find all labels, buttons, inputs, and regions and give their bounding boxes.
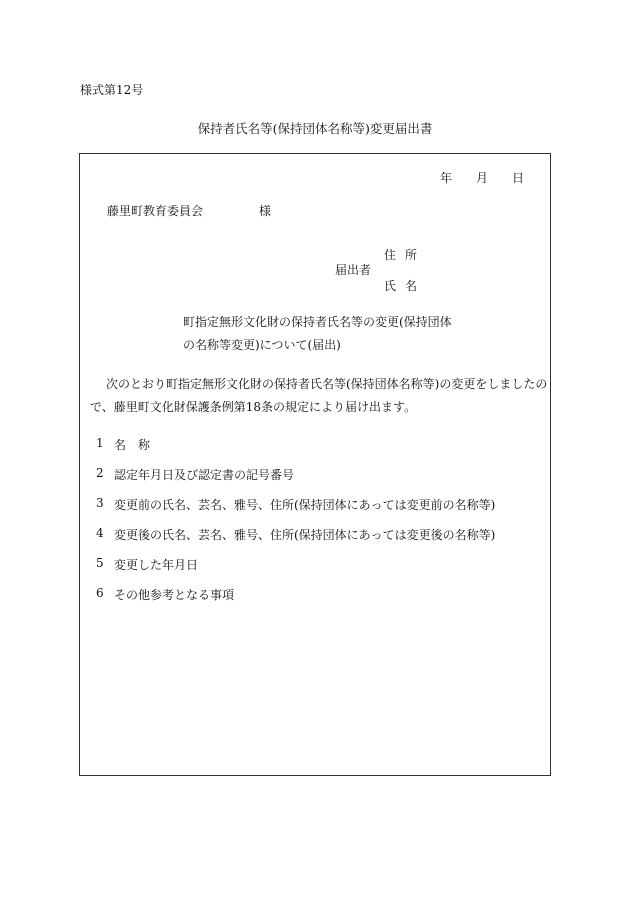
item-number: 3 [96, 496, 104, 510]
form-frame [79, 153, 551, 776]
item-label: 名 称 [114, 438, 151, 452]
item-label: 変更後の氏名、芸名、雅号、住所(保持団体にあっては変更後の名称等) [114, 528, 496, 542]
name-label-part-1: 氏 [384, 279, 397, 293]
item-number: 5 [96, 556, 104, 570]
date-day-label: 日 [512, 171, 525, 185]
item-number: 6 [96, 586, 104, 600]
item-number: 1 [96, 436, 104, 450]
addressee-honorific: 様 [259, 204, 272, 218]
form-number: 様式第12号 [80, 83, 144, 97]
item-label: 認定年月日及び認定書の記号番号 [114, 468, 295, 482]
item-label: 変更した年月日 [114, 558, 199, 572]
item-label: 変更前の氏名、芸名、雅号、住所(保持団体にあっては変更前の名称等) [114, 498, 496, 512]
name-label-part-2: 名 [405, 279, 418, 293]
item-label: その他参考となる事項 [114, 588, 235, 602]
item-number: 2 [96, 466, 104, 480]
body-text-line-2: で、藤里町文化財保護条例第18条の規定により届け出ます。 [90, 400, 417, 414]
addressee-name: 藤里町教育委員会 [107, 204, 204, 218]
address-label-part-1: 住 [384, 248, 397, 262]
item-number: 4 [96, 526, 104, 540]
date-year-label: 年 [440, 171, 453, 185]
applicant-label: 届出者 [335, 263, 372, 277]
address-label-part-2: 所 [405, 248, 418, 262]
document-title: 保持者氏名等(保持団体名称等)変更届出書 [197, 121, 433, 136]
subject-line-1: 町指定無形文化財の保持者氏名等の変更(保持団体 [183, 315, 452, 329]
body-text-line-1: 次のとおり町指定無形文化財の保持者氏名等(保持団体名称等)の変更をしましたの [106, 377, 548, 391]
subject-line-2: の名称等変更)について(届出) [183, 338, 341, 352]
date-month-label: 月 [476, 171, 489, 185]
